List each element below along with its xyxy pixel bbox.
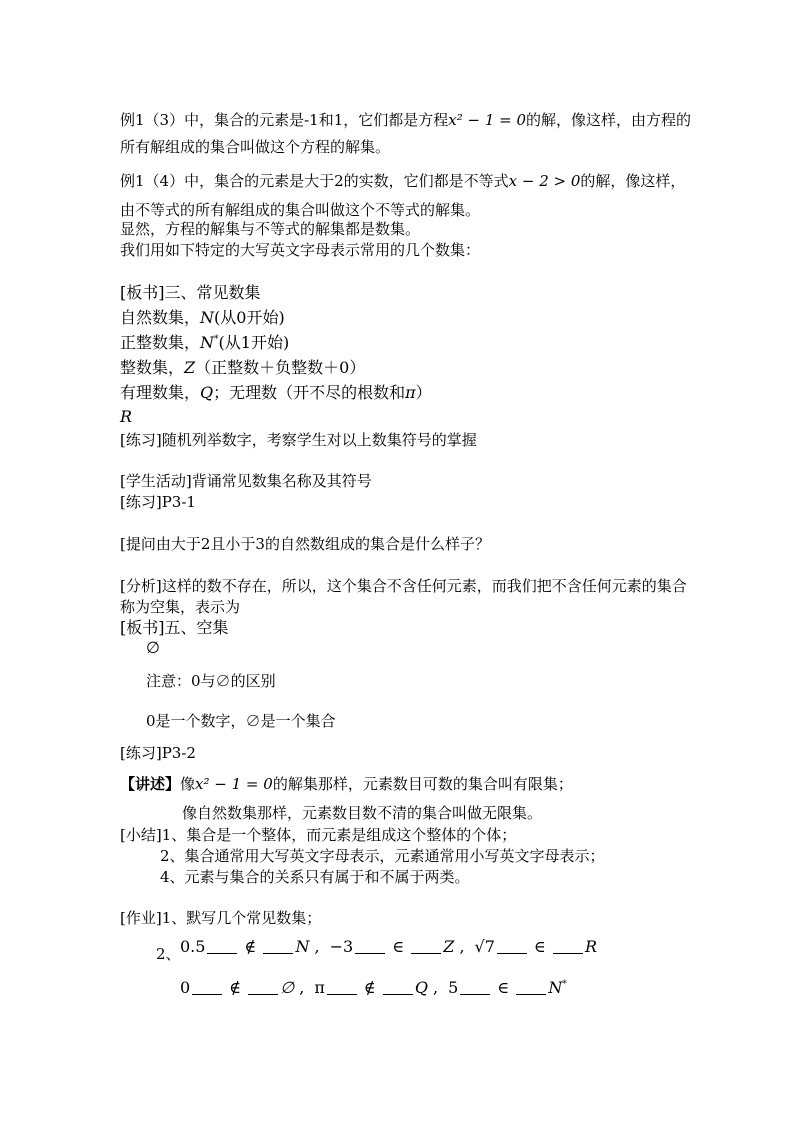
separator-comma: , xyxy=(427,978,439,997)
rationals-label: 有理数集， xyxy=(120,383,201,402)
symbol-n: N xyxy=(200,308,215,327)
lecture-text-a: 像 xyxy=(180,775,196,793)
para2-text-b: 的解，像这样， xyxy=(580,172,686,190)
symbol-q: Q xyxy=(200,383,214,402)
para1-line1 xyxy=(120,110,691,130)
homework-row2-item-1 xyxy=(314,978,438,997)
para2-line2: 由不等式的所有解组成的集合叫做这个不等式的解集。 xyxy=(120,201,481,219)
homework-row1-item-0 xyxy=(180,937,320,956)
fill-in-blank xyxy=(207,939,237,954)
set-symbol: N xyxy=(295,937,310,956)
homework-number-2: 2、 xyxy=(156,945,181,963)
element-value: 0.5 xyxy=(180,937,206,956)
relation-symbol: ∈ xyxy=(387,937,410,956)
para2-line3: 显然，方程的解集与不等式的解集都是数集。 xyxy=(120,220,421,238)
positive-label: 正整数集， xyxy=(120,333,201,352)
para2-line4: 我们用如下特定的大写英文字母表示常用的几个数集： xyxy=(120,241,481,259)
symbol-n-star: N xyxy=(200,333,215,352)
inequality-x-minus-2: x − 2 > 0 xyxy=(508,172,581,190)
separator-comma: , xyxy=(454,937,465,956)
element-value: 5 xyxy=(448,978,459,997)
homework-row1 xyxy=(180,937,607,957)
natural-label: 自然数集， xyxy=(120,308,201,327)
relation-symbol: ∈ xyxy=(528,937,551,956)
symbol-r: R xyxy=(120,407,133,426)
relation-symbol: ∉ xyxy=(239,937,262,956)
fill-in-blank xyxy=(460,980,490,995)
exercise-p3-1: [练习]P3-1 xyxy=(120,493,196,511)
difference-text-a: 0是一个数字， xyxy=(146,712,246,730)
homework-row1-item-2 xyxy=(475,937,597,956)
fill-in-blank xyxy=(516,980,546,995)
question-line: [提问由大于2且小于3的自然数组成的集合是什么样子？ xyxy=(120,535,490,553)
fill-in-blank xyxy=(383,980,413,995)
analysis-line1: [分析]这样的数不存在，所以，这个集合不含任何元素，而我们把不含任何元素的集合 xyxy=(120,577,687,595)
element-value: −3 xyxy=(329,937,354,956)
equation-x2-minus-1: x² − 1 = 0 xyxy=(448,111,527,129)
para2-line1 xyxy=(120,171,685,191)
relation-symbol: ∈ xyxy=(492,978,515,997)
fill-in-blank xyxy=(192,980,222,995)
reals-line xyxy=(120,407,132,427)
homework-row2-item-0 xyxy=(180,978,304,997)
natural-note: (从0开始) xyxy=(214,308,285,327)
set-symbol: ∅ xyxy=(280,978,295,997)
empty-set-symbol-inline-2: ∅ xyxy=(245,712,261,730)
integers-line xyxy=(120,358,365,378)
para1-line2: 所有解组成的集合叫做这个方程的解集。 xyxy=(120,138,391,156)
para2-text-a: 例1（4）中，集合的元素是大于2的实数，它们都是不等式 xyxy=(120,172,509,190)
positive-integers-line xyxy=(120,333,289,353)
integers-note: （正整数＋负整数＋0） xyxy=(195,358,366,377)
irrational-note: ；无理数（开不尽的根数和 xyxy=(213,383,406,402)
summary-line3: 4、元素与集合的关系只有属于和不属于两类。 xyxy=(160,868,470,886)
fill-in-blank xyxy=(248,980,278,995)
star-superscript: * xyxy=(214,334,219,345)
set-symbol: R xyxy=(584,937,597,956)
summary-line2: 2、集合通常用大写英文字母表示，元素通常用小写英文字母表示； xyxy=(160,847,605,865)
empty-set-symbol-inline: ∅ xyxy=(215,672,231,690)
lecture-equation: x² − 1 = 0 xyxy=(195,775,273,793)
natural-numbers-line xyxy=(120,308,285,328)
note-line xyxy=(146,671,276,691)
homework-row1-item-1 xyxy=(330,937,465,956)
set-symbol: N xyxy=(548,978,563,997)
fill-in-blank xyxy=(263,939,293,954)
lecture-line1 xyxy=(120,774,573,794)
relation-symbol: ∉ xyxy=(224,978,247,997)
homework-row2 xyxy=(180,978,577,998)
homework-row2-item-2 xyxy=(448,978,567,997)
note-text-b: 的区别 xyxy=(230,672,276,690)
element-value: √7 xyxy=(474,937,495,956)
element-value: π xyxy=(314,978,325,997)
fill-in-blank xyxy=(553,939,583,954)
set-symbol: Z xyxy=(443,937,455,956)
element-value: 0 xyxy=(180,978,191,997)
positive-note: (从1开始) xyxy=(218,333,290,352)
relation-symbol: ∉ xyxy=(358,978,381,997)
summary-line1: [小结]1、集合是一个整体，而元素是组成这个整体的个体； xyxy=(120,826,517,844)
fill-in-blank xyxy=(497,939,527,954)
analysis-line2: 称为空集，表示为 xyxy=(120,598,241,616)
student-activity: [学生活动]背诵常见数集名称及其符号 xyxy=(120,472,372,490)
para1-text-a: 例1（3）中，集合的元素是-1和1，它们都是方程 xyxy=(120,111,449,129)
board-heading-common-sets: [板书]三、常见数集 xyxy=(120,283,261,302)
irrational-note-end: ） xyxy=(415,383,432,402)
exercise-p3-2: [练习]P3-2 xyxy=(120,744,196,762)
lecture-tag: 【讲述】 xyxy=(120,775,181,793)
exercise-random-numbers: [练习]随机列举数字，考察学生对以上数集符号的掌握 xyxy=(120,431,477,449)
note-text-a: 注意：0与 xyxy=(146,672,216,690)
difference-line xyxy=(146,711,336,731)
homework-line1: [作业]1、默写几个常见数集； xyxy=(120,909,322,927)
symbol-pi: π xyxy=(405,383,416,402)
difference-text-b: 是一个集合 xyxy=(260,712,336,730)
lecture-line2: 像自然数集那样，元素数目数不清的集合叫做无限集。 xyxy=(182,804,543,822)
set-symbol: Q xyxy=(414,978,428,997)
para1-text-b: 的解，像这样，由方程的 xyxy=(526,111,692,129)
star-superscript: * xyxy=(562,979,567,990)
fill-in-blank xyxy=(355,939,385,954)
rationals-line xyxy=(120,383,432,403)
integers-label: 整数集， xyxy=(120,358,185,377)
empty-set-symbol: ∅ xyxy=(146,638,160,657)
symbol-z: Z xyxy=(184,358,196,377)
board-heading-empty-set: [板书]五、空集 xyxy=(120,618,229,637)
separator-comma: , xyxy=(294,978,305,997)
fill-in-blank xyxy=(327,980,357,995)
separator-comma: , xyxy=(309,937,320,956)
lecture-text-b: 的解集那样，元素数目可数的集合叫有限集； xyxy=(272,775,573,793)
fill-in-blank xyxy=(411,939,441,954)
